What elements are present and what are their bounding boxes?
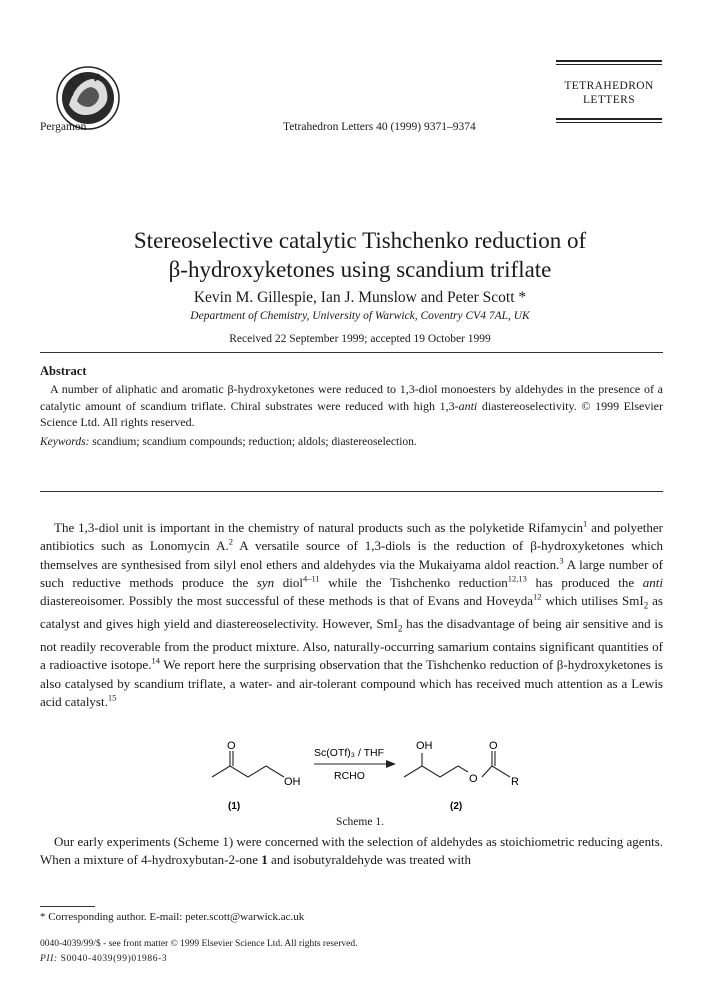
compound-1-structure — [212, 751, 284, 777]
compound-1-carbonyl-o: O — [227, 740, 236, 752]
copyright-line: 0040-4039/99/$ - see front matter © 1999 Elsevier Science Ltd. All rights reserved. — [40, 939, 358, 949]
pii-line: PII: S0040-4039(99)01986-3 — [40, 954, 168, 964]
journal-rule-bottom — [556, 118, 662, 120]
compound-2-carbonyl-o: O — [489, 740, 498, 752]
compound-1-oh: OH — [284, 776, 301, 788]
abstract-rule-bottom — [40, 491, 663, 492]
received-dates: Received 22 September 1999; accepted 19 October 1999 — [229, 333, 491, 345]
compound-2-structure — [404, 751, 510, 777]
compound-2-ester-o: O — [469, 773, 478, 785]
reagent-bottom: RCHO — [334, 770, 365, 782]
journal-rule-top — [556, 60, 662, 62]
keywords: Keywords: scandium; scandium compounds; reduction; aldols; diastereoselection. — [40, 436, 417, 448]
abstract-heading: Abstract — [40, 364, 87, 378]
compound-2-label: (2) — [450, 801, 463, 812]
body-paragraph-1: The 1,3-diol unit is important in the chemistry of natural products such as the polyketide Rifamycin$^1$ and polyether antibiotics such as Lonomycin A.$^2$ A versatile source of 1,3-diols is the reduction of β-hydroxyketones which themselves are synthesised from silyl enol ethers and aldehydes via the Mukaiyama aldol reaction.$^3$ A large number of such reductive methods produce the syn diol$^{4-11}$ while the Tishchenko reduction$^{12,13}$ has produced the anti diastereoisomer. Possibly the most successful of these methods is that of Evans and Hoveyda$^{12}$ which utilises SmI$_2$ as catalyst and gives high yield and diastereoselectivity. However, SmI$_2$ has the disadvantage of being air sensitive and is not readily recoverable from the product mixture. Also, naturally-occurring samarium contains significant quantities of a radioactive isotope.$^{14}$ We report here the surprising observation that the Tishchenko reduction of β-hydroxyketones is also catalysed by scandium triflate, a water- and air-tolerant compound which has received much attention as a Lewis acid catalyst.$^{15}$ — [40, 518, 664, 709]
journal-rule-top-thin — [556, 64, 662, 65]
compound-2-oh: OH — [416, 740, 433, 752]
reagent-top: Sc(OTf)₃ / THF — [314, 747, 384, 759]
article-title: Stereoselective catalytic Tishchenko reduction of β-hydroxyketones using scandium triflate — [133, 228, 587, 282]
publisher-name: Pergamon — [40, 121, 87, 133]
affiliation: Department of Chemistry, University of Warwick, Coventry CV4 7AL, UK — [190, 310, 530, 322]
journal-name-block — [556, 60, 662, 123]
scheme-caption: Scheme 1. — [336, 816, 384, 828]
journal-reference: Tetrahedron Letters 40 (1999) 9371–9374 — [283, 121, 476, 133]
abstract-rule-top — [40, 352, 663, 353]
compound-2-r: R — [511, 776, 519, 788]
footnote-rule — [40, 906, 95, 907]
footnote-corresponding-author: * Corresponding author. E-mail: peter.scott@warwick.ac.uk — [40, 911, 305, 923]
compound-1-label: (1) — [228, 801, 241, 812]
abstract-text: A number of aliphatic and aromatic β-hydroxyketones were reduced to 1,3-diol monoesters by aldehydes in the presence of a catalytic amount of scandium triflate. Chiral substrates were reduced with high 1,3-anti diastereoselectivity. © 1999 Elsevier Science Ltd. All rights reserved. — [40, 382, 663, 429]
authors: Kevin M. Gillespie, Ian J. Munslow and Peter Scott * — [193, 289, 527, 306]
journal-rule-bottom-thin — [556, 122, 662, 123]
journal-name: TETRAHEDRON LETTERS — [564, 80, 654, 106]
body-paragraph-2: Our early experiments (Scheme 1) were concerned with the selection of aldehydes as stoichiometric reducing agents. When a mixture of 4-hydroxybutan-2-one 1 and isobutyraldehyde was treated with — [40, 834, 663, 868]
